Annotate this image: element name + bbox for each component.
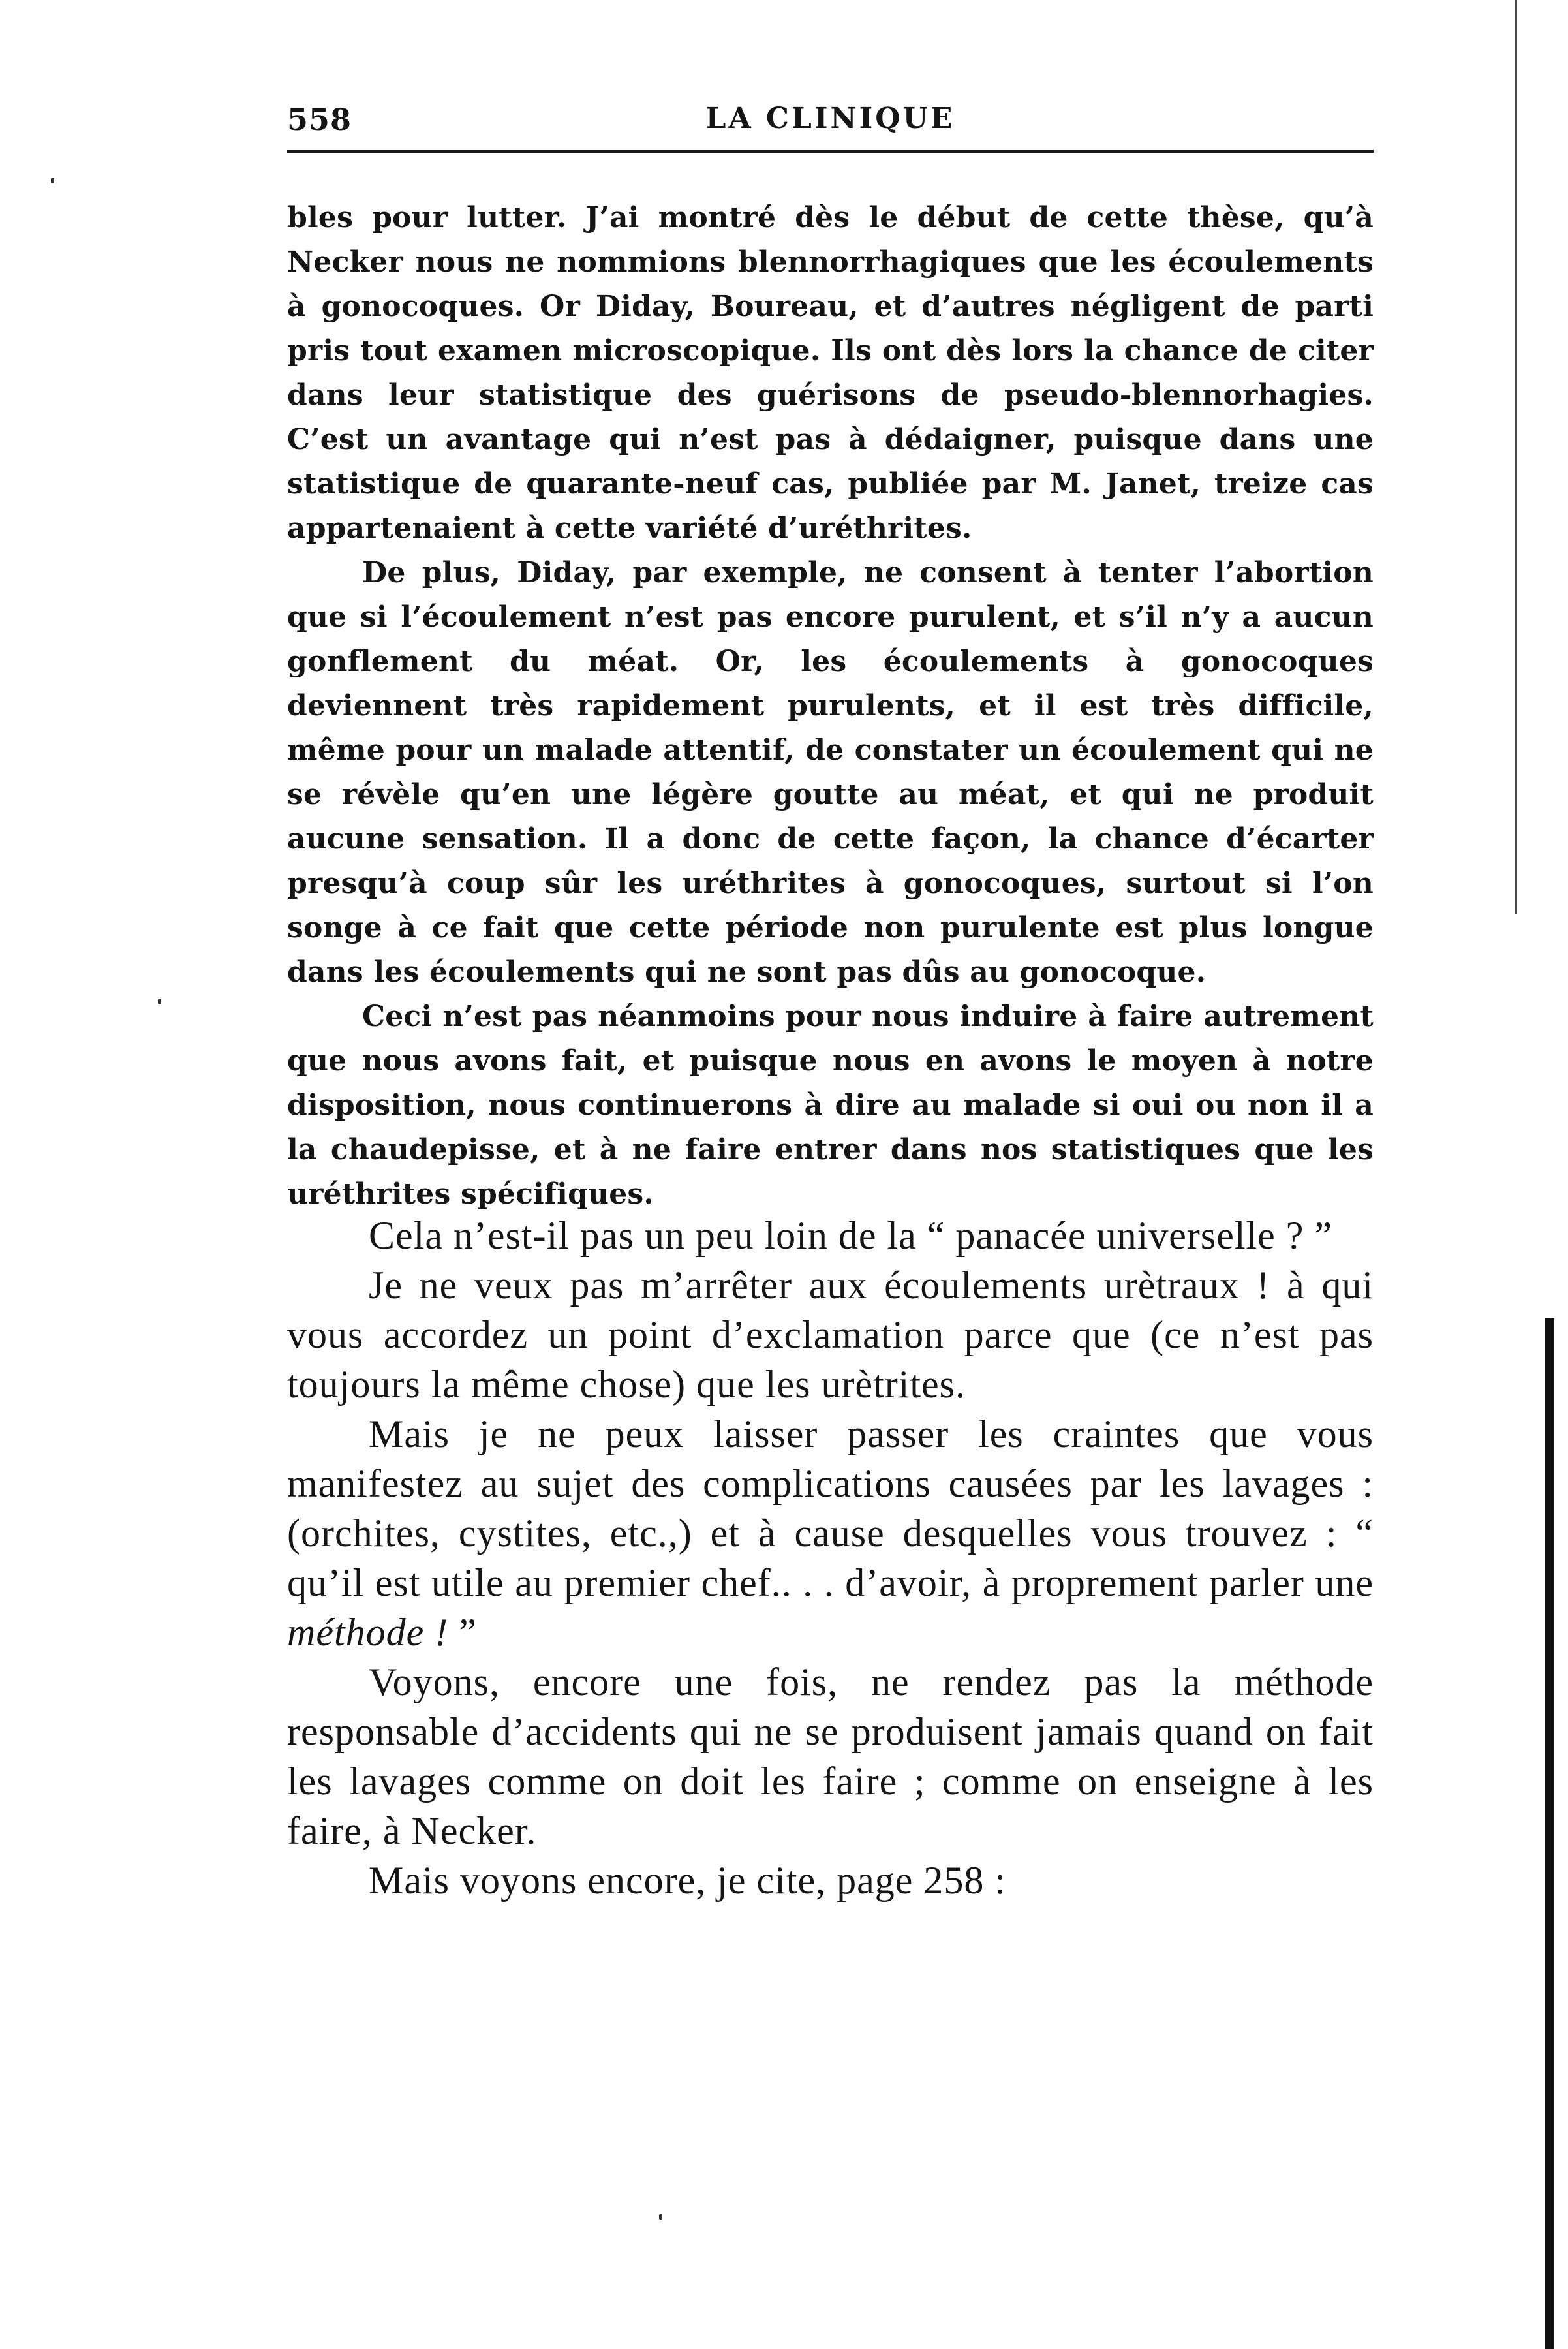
author-reply (287, 1211, 1374, 1905)
page-edge-line (1515, 0, 1517, 914)
reply-paragraph-3 (287, 1409, 1374, 1657)
quote-paragraph-1: bles pour lutter. J’ai montré dès le début de cette thèse, qu’à Necker nous ne nommions blennorrhagiques que les écoulements à gonocoques. Or Diday, Boureau, et d’autres négligent de parti pris tout examen microscopique. Ils ont dès lors la chance de citer dans leur statistique des guérisons de pseudo-blennorhagies. C’est un avantage qui n’est pas à dédaigner, puisque dans une statistique de quarante-neuf cas, publiée par M. Janet, treize cas appartenaient à cette variété d’uréthrites. (287, 201, 1374, 545)
reply-paragraph-3-text: Mais je ne peux laisser passer les craintes que vous manifestez au sujet des complications causées par les lavages : (orchites, cystites, etc.,) et à cause desquelles vous trouvez : “ qu’il est utile au premier chef.. . . d’avoir, à proprement parler une (287, 1412, 1374, 1604)
reply-paragraph-4: Voyons, encore une fois, ne rendez pas la méthode responsable d’accidents qui ne se produisent jamais quand on fait les lavages comme on doit les faire ; comme on enseigne à les faire, à Necker. (287, 1660, 1374, 1852)
quote-paragraph-3: Ceci n’est pas néanmoins pour nous induire à faire autrement que nous avons fait, et puisque nous en avons le moyen à notre disposition, nous continuerons à dire au malade si oui ou non il a la chaudepisse, et à ne faire entrer dans nos statistiques que les uréthrites spécifiques. (287, 1000, 1374, 1211)
quote-paragraph-2: De plus, Diday, par exemple, ne consent à tenter l’abortion que si l’écoulement n’est pas encore purulent, et s’il n’y a aucun gonflement du méat. Or, les écoulements à gonocoques deviennent très rapidement purulents, et il est très difficile, même pour un malade attentif, de constater un écoulement qui ne se révèle qu’en une légère goutte au méat, et qui ne produit aucune sensation. Il a donc de cette façon, la chance d’écarter presqu’à coup sûr les uréthrites à gonocoques, surtout si l’on songe à ce fait que cette période non purulente est plus longue dans les écoulements qui ne sont pas dûs au gonocoque. (287, 556, 1374, 989)
print-speck (158, 999, 161, 1004)
reply-paragraph-3-close: ” (448, 1611, 477, 1654)
quoted-thesis-excerpt (287, 196, 1374, 1217)
reply-paragraph-2: Je ne veux pas m’arrêter aux écoulements urètraux ! à qui vous accordez un point d’exclamation parce que (ce n’est pas toujours la même chose) que les urètrites. (287, 1264, 1374, 1406)
reply-paragraph-1: Cela n’est-il pas un peu loin de la “ panacée universelle ? ” (369, 1214, 1333, 1257)
page-header (287, 98, 1374, 153)
reply-paragraph-5: Mais voyons encore, je cite, page 258 : (369, 1859, 1007, 1902)
page-edge-shadow (1545, 1318, 1554, 2349)
reply-emphasis-methode: méthode ! (287, 1611, 449, 1654)
print-speck (51, 178, 54, 183)
page-number: 558 (287, 102, 352, 137)
print-speck (659, 2214, 662, 2220)
running-title: LA CLINIQUE (705, 102, 955, 135)
